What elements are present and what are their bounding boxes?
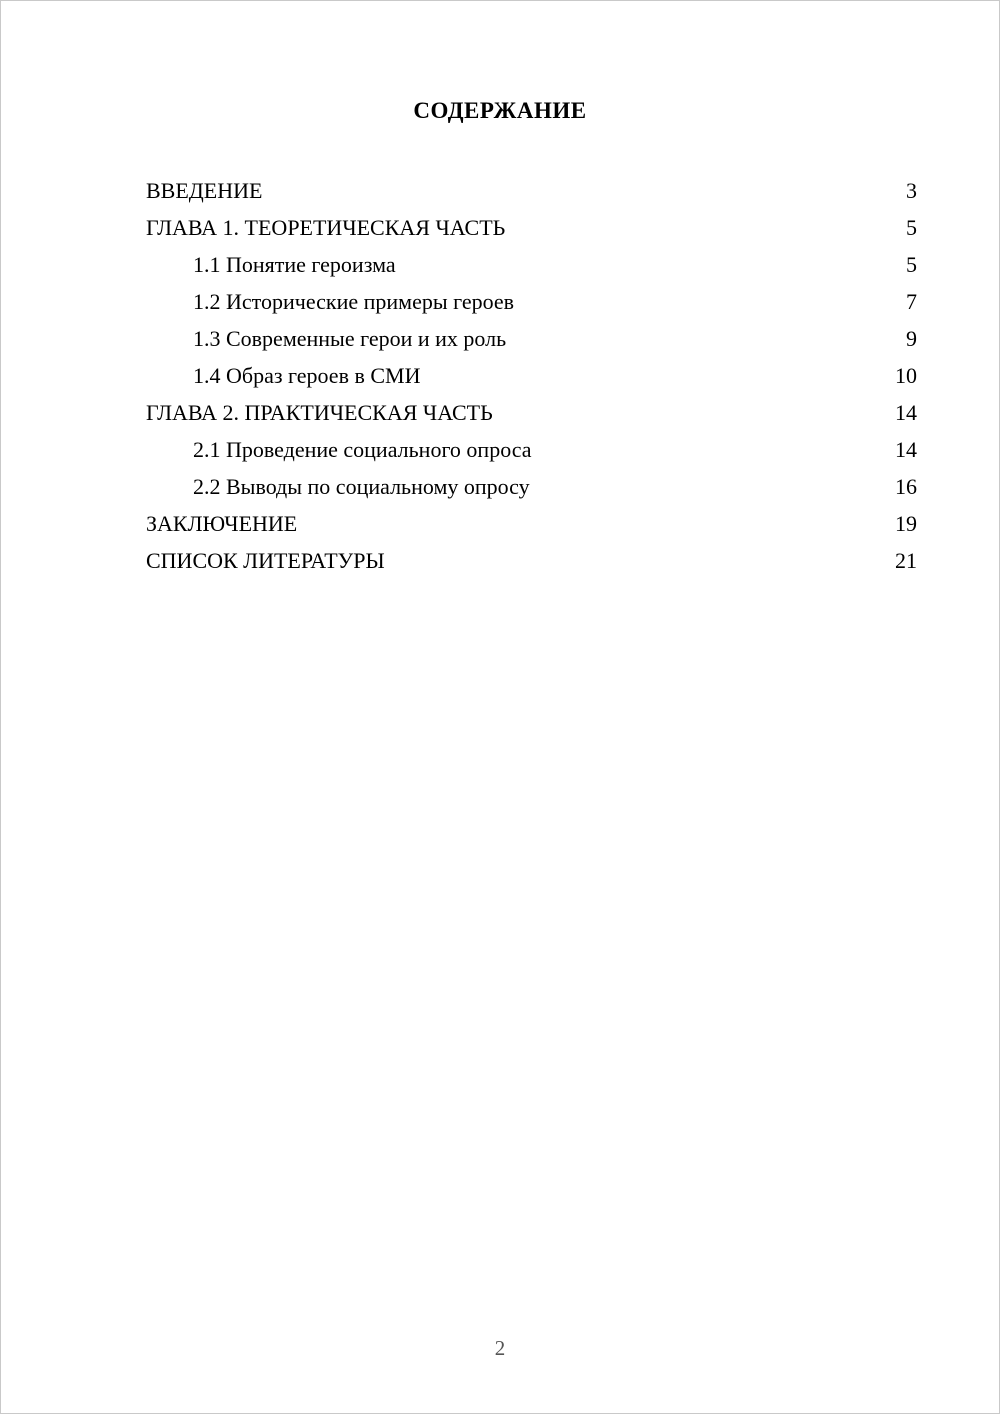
toc-entry-page: 5 xyxy=(906,215,917,240)
toc-entry xyxy=(146,468,917,505)
toc-entry-page: 16 xyxy=(895,474,917,499)
toc-entry-label: 1.4 Образ героев в СМИ xyxy=(193,363,421,388)
toc-entry-label: ВВЕДЕНИЕ xyxy=(146,178,263,203)
toc-entry xyxy=(146,357,917,394)
toc-entry-page: 7 xyxy=(906,289,917,314)
toc-entry-label: ГЛАВА 2. ПРАКТИЧЕСКАЯ ЧАСТЬ xyxy=(146,400,493,425)
toc-entry xyxy=(146,320,917,357)
toc-entry-label: 2.1 Проведение социального опроса xyxy=(193,437,532,462)
toc-entry-page: 19 xyxy=(895,511,917,536)
toc-entry-page: 5 xyxy=(906,252,917,277)
toc-entry-page: 14 xyxy=(895,400,917,425)
toc-entry xyxy=(146,505,917,542)
toc-entry-page: 3 xyxy=(906,178,917,203)
toc-entry-page: 14 xyxy=(895,437,917,462)
toc-entry-label: 1.3 Современные герои и их роль xyxy=(193,326,507,351)
toc-entry-page: 9 xyxy=(906,326,917,351)
toc-entry-label: СПИСОК ЛИТЕРАТУРЫ xyxy=(146,548,385,573)
page-title: СОДЕРЖАНИЕ xyxy=(413,98,587,123)
toc-entry-label: ЗАКЛЮЧЕНИЕ xyxy=(146,511,298,536)
toc-entry-label: 2.2 Выводы по социальному опросу xyxy=(193,474,530,499)
toc-entry-label: ГЛАВА 1. ТЕОРЕТИЧЕСКАЯ ЧАСТЬ xyxy=(146,215,506,240)
toc-entry-page: 21 xyxy=(895,548,917,573)
toc-entry xyxy=(146,209,917,246)
toc-entry xyxy=(146,283,917,320)
toc-entry xyxy=(146,172,917,209)
table-of-contents xyxy=(1,172,999,579)
toc-entry xyxy=(146,246,917,283)
toc-entry-page: 10 xyxy=(895,363,917,388)
toc-entry xyxy=(146,431,917,468)
toc-entry xyxy=(146,542,917,579)
footer-page-number: 2 xyxy=(494,1336,506,1360)
toc-entry-label: 1.2 Исторические примеры героев xyxy=(193,289,515,314)
toc-entry xyxy=(146,394,917,431)
toc-entry-label: 1.1 Понятие героизма xyxy=(193,252,396,277)
